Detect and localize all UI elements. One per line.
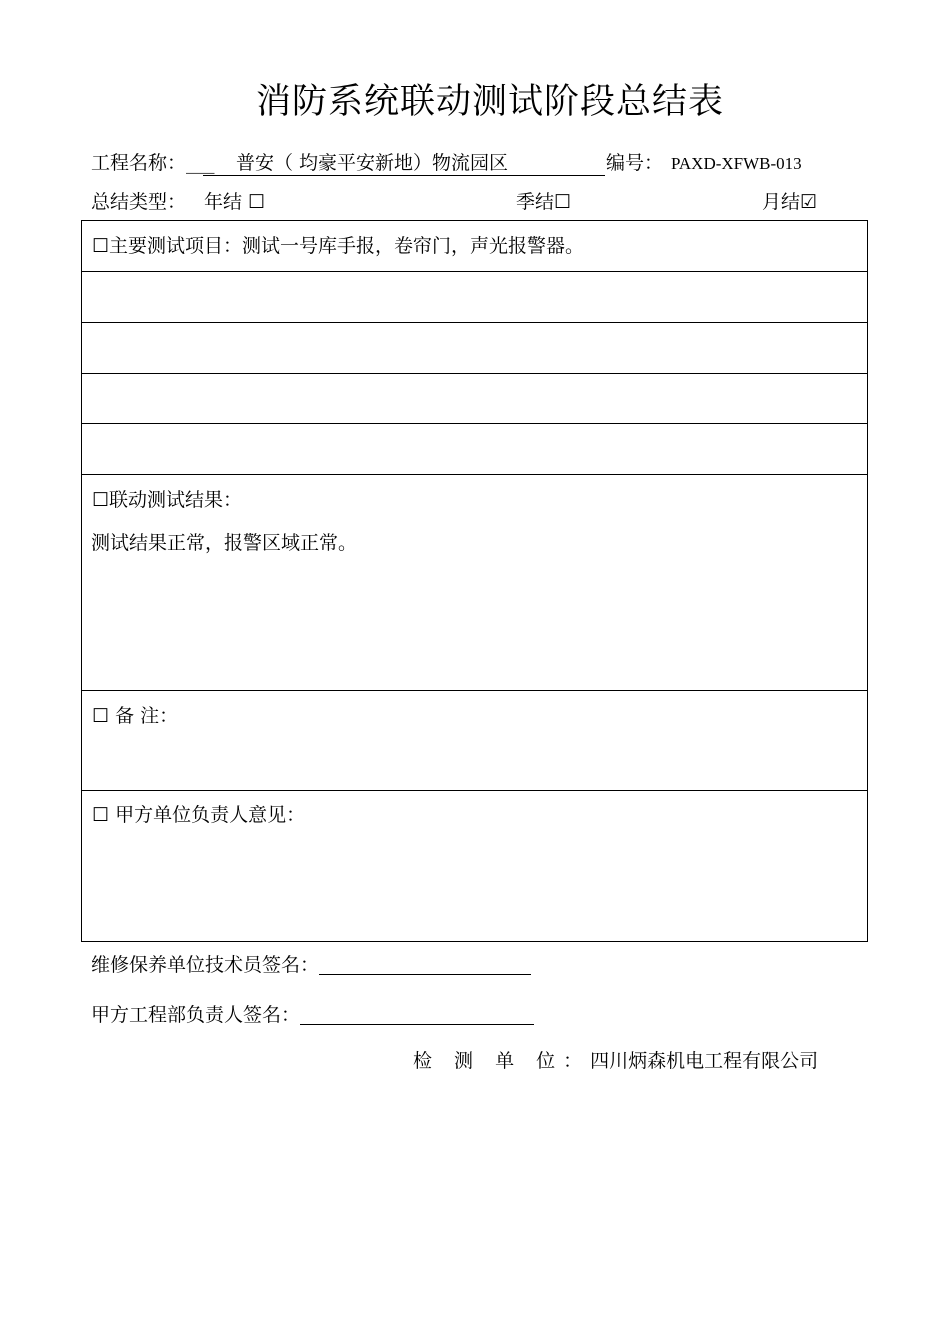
main-test-items-text: ☐主要测试项目：测试一号库手报，卷帘门，声光报警器。 <box>92 235 585 257</box>
remarks-row <box>82 691 867 791</box>
maintenance-signature-line <box>91 950 531 977</box>
summary-table <box>81 220 868 942</box>
maintenance-signature-field[interactable] <box>319 954 531 975</box>
inspection-unit-name: 四川炳森机电工程有限公司 <box>590 1050 819 1072</box>
client-signature-field[interactable] <box>300 1004 534 1025</box>
quarterly-checkbox[interactable]: 季结☐ <box>516 191 572 213</box>
main-test-items-row <box>82 221 867 272</box>
inspection-unit <box>413 1046 818 1073</box>
blank-row[interactable] <box>82 374 867 424</box>
blank-row[interactable] <box>82 323 867 374</box>
inspection-unit-label: 检 测 单 位： <box>413 1050 591 1072</box>
code-label: 编号： <box>606 152 664 174</box>
project-name-field[interactable]: 普安（ 均豪平安新地）物流园区 <box>203 148 605 176</box>
client-signature-line <box>91 1000 534 1027</box>
client-opinion-row <box>82 791 867 941</box>
linkage-result-label: ☐联动测试结果： <box>92 489 243 511</box>
blank-row[interactable] <box>82 424 867 475</box>
linkage-result-row <box>82 475 867 691</box>
maintenance-signature-label: 维修保养单位技术员签名： <box>91 954 320 976</box>
blank-row[interactable] <box>82 272 867 323</box>
linkage-result-text[interactable]: 测试结果正常，报警区域正常。 <box>91 532 358 554</box>
client-opinion-label: ☐ 甲方单位负责人意见： <box>92 804 306 826</box>
remarks-label: ☐ 备 注： <box>92 705 179 727</box>
summary-type-label: 总结类型： <box>91 191 187 213</box>
monthly-checkbox[interactable]: 月结☑ <box>762 191 818 213</box>
project-name-label: 工程名称：___ <box>91 152 215 174</box>
annual-checkbox[interactable]: 年结 ☐ <box>204 191 266 213</box>
code-value: PAXD-XFWB-013 <box>671 154 802 173</box>
document-title: 消防系统联动测试阶段总结表 <box>255 82 724 122</box>
client-signature-label: 甲方工程部负责人签名： <box>91 1004 301 1026</box>
